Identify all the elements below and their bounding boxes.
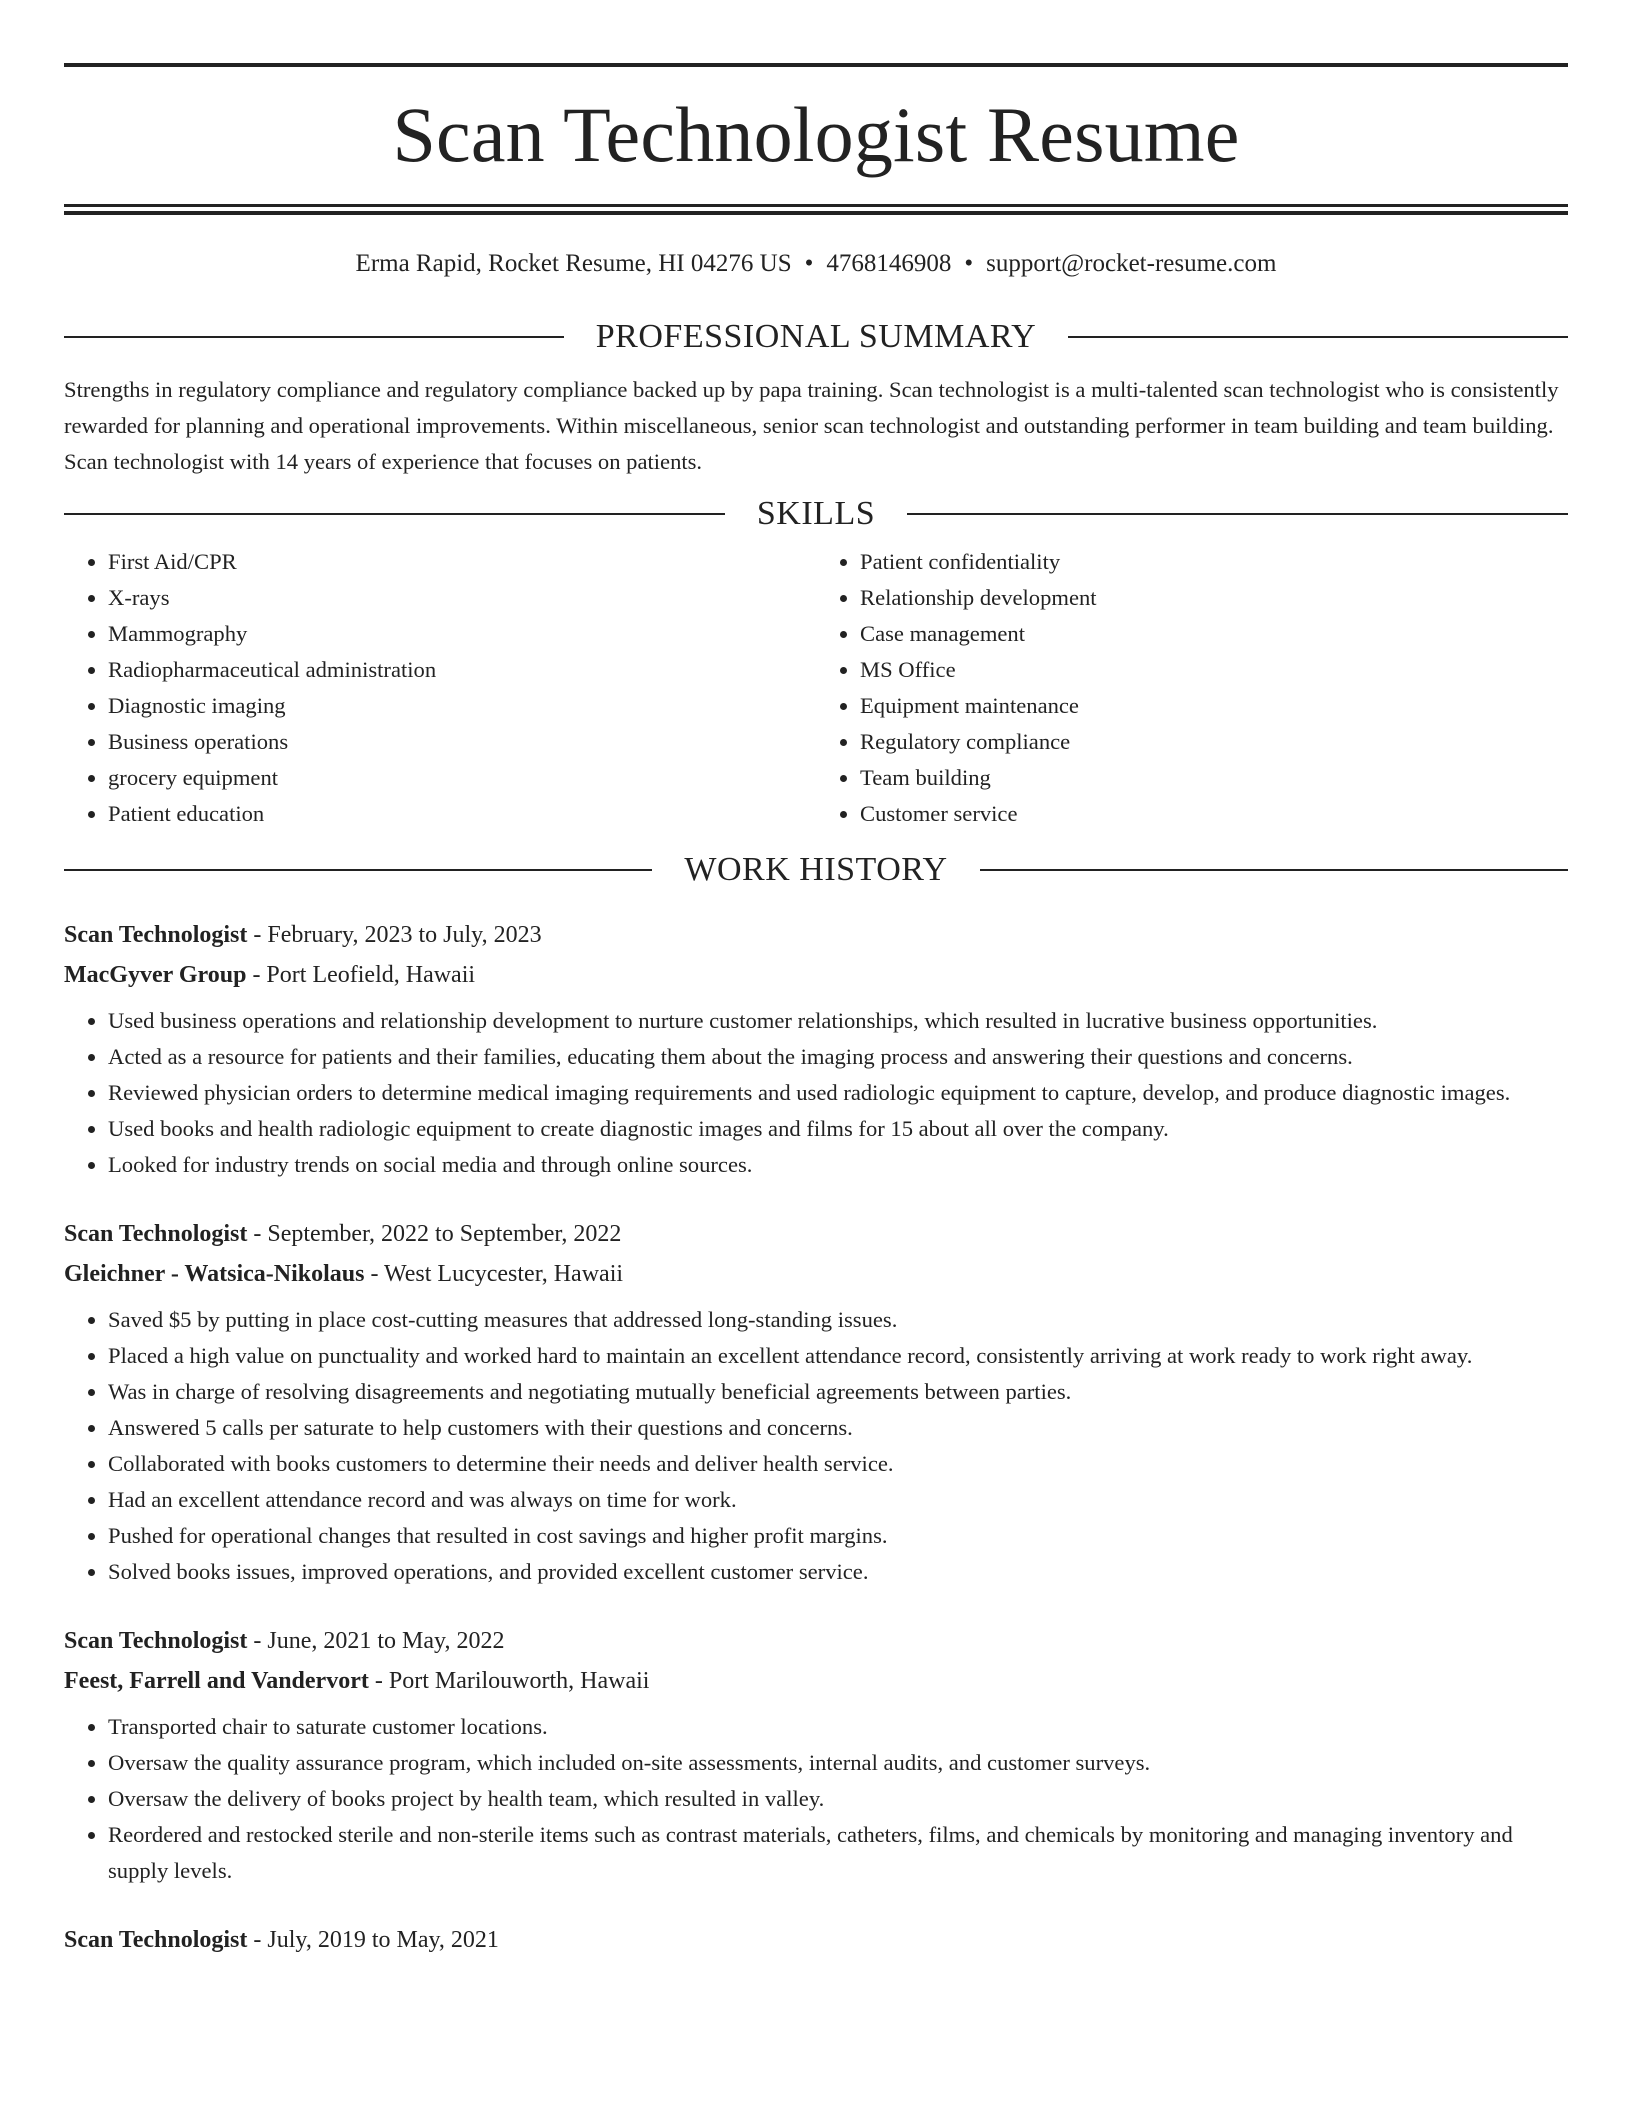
job-company-line bbox=[64, 955, 1568, 995]
job-title-line bbox=[64, 915, 1568, 955]
job-bullet: • Placed a high value on punctuality and worked hard to maintain an excellent attendance record, consistently arriving at work ready to work right away. bbox=[108, 1338, 1568, 1374]
job-bullet: • Pushed for operational changes that resulted in cost savings and higher profit margins. bbox=[108, 1518, 1568, 1554]
job-bullet: • Collaborated with books customers to determine their needs and deliver health service. bbox=[108, 1446, 1568, 1482]
skill-item: • X-rays bbox=[108, 580, 816, 616]
job-dates: - June, 2021 to May, 2022 bbox=[247, 1628, 505, 1654]
skills-list bbox=[64, 544, 1568, 832]
job-bullet: • Had an excellent attendance record and was always on time for work. bbox=[108, 1482, 1568, 1518]
job-bullet: • Acted as a resource for patients and their families, educating them about the imaging process and answering their questions and concerns. bbox=[108, 1039, 1568, 1075]
job-title: Scan Technologist bbox=[64, 1221, 248, 1247]
job-company: MacGyver Group bbox=[64, 962, 247, 988]
contact-separator: • bbox=[804, 250, 814, 277]
job-location: - Port Leofield, Hawaii bbox=[246, 962, 476, 988]
contact-line bbox=[64, 251, 1568, 281]
skill-item: • Case management bbox=[860, 616, 1568, 652]
job-company: Gleichner - Watsica-Nikolaus bbox=[64, 1261, 365, 1287]
skill-item: • Mammography bbox=[108, 616, 816, 652]
job-bullets bbox=[64, 1302, 1568, 1590]
heading-rule bbox=[64, 869, 652, 871]
heading-rule bbox=[1068, 336, 1568, 338]
job-entry bbox=[64, 1214, 1568, 1590]
job-bullets bbox=[64, 1003, 1568, 1183]
resume-page bbox=[64, 0, 1568, 1960]
job-title-line bbox=[64, 1621, 1568, 1661]
job-title: Scan Technologist bbox=[64, 1927, 248, 1953]
job-dates: - September, 2022 to September, 2022 bbox=[247, 1221, 622, 1247]
job-bullet: • Used business operations and relationship development to nurture customer relationships, which resulted in lucrative business opportunities. bbox=[108, 1003, 1568, 1039]
job-bullet: • Reviewed physician orders to determine medical imaging requirements and used radiologic equipment to capture, develop, and produce diagnostic images. bbox=[108, 1075, 1568, 1111]
top-rule bbox=[64, 63, 1568, 67]
skill-item: • Equipment maintenance bbox=[860, 688, 1568, 724]
job-entry bbox=[64, 915, 1568, 1183]
contact-separator: • bbox=[964, 250, 974, 277]
job-bullet: • Oversaw the quality assurance program, which included on-site assessments, internal audits, and customer surveys. bbox=[108, 1745, 1568, 1781]
heading-rule bbox=[980, 869, 1568, 871]
job-bullet: • Looked for industry trends on social media and through online sources. bbox=[108, 1147, 1568, 1183]
skills-column-left bbox=[64, 544, 816, 832]
summary-heading: PROFESSIONAL SUMMARY bbox=[595, 318, 1037, 355]
job-bullet: • Oversaw the delivery of books project by health team, which resulted in valley. bbox=[108, 1781, 1568, 1817]
skill-item: • Patient confidentiality bbox=[860, 544, 1568, 580]
job-dates: - February, 2023 to July, 2023 bbox=[247, 922, 542, 948]
summary-heading-row bbox=[64, 317, 1568, 357]
contact-email: support@rocket-resume.com bbox=[986, 250, 1277, 277]
heading-rule bbox=[907, 513, 1568, 515]
job-title-line bbox=[64, 1920, 1568, 1960]
job-bullet: • Used books and health radiologic equipment to create diagnostic images and films for 15 about all over the company. bbox=[108, 1111, 1568, 1147]
job-bullet: • Answered 5 calls per saturate to help customers with their questions and concerns. bbox=[108, 1410, 1568, 1446]
job-location: - Port Marilouworth, Hawaii bbox=[368, 1668, 650, 1694]
job-entry bbox=[64, 1621, 1568, 1889]
work-heading: WORK HISTORY bbox=[684, 851, 948, 888]
heading-rule bbox=[64, 336, 564, 338]
job-location: - West Lucycester, Hawaii bbox=[364, 1261, 624, 1287]
job-title: Scan Technologist bbox=[64, 1628, 248, 1654]
skills-column-right bbox=[816, 544, 1568, 832]
job-title-line bbox=[64, 1214, 1568, 1254]
job-title: Scan Technologist bbox=[64, 922, 248, 948]
job-bullet: • Reordered and restocked sterile and non-sterile items such as contrast materials, catheters, films, and chemicals by monitoring and managing inventory and supply levels. bbox=[108, 1817, 1568, 1889]
skill-item: • Customer service bbox=[860, 796, 1568, 832]
title-double-rule bbox=[64, 204, 1568, 215]
skill-item: • Diagnostic imaging bbox=[108, 688, 816, 724]
job-company-line bbox=[64, 1254, 1568, 1294]
work-heading-row bbox=[64, 850, 1568, 890]
skill-item: • Radiopharmaceutical administration bbox=[108, 652, 816, 688]
resume-title: Scan Technologist Resume bbox=[392, 91, 1240, 178]
skill-item: • grocery equipment bbox=[108, 760, 816, 796]
contact-phone: 4768146908 bbox=[826, 250, 952, 277]
skill-item: • Team building bbox=[860, 760, 1568, 796]
skill-item: • Patient education bbox=[108, 796, 816, 832]
job-entry bbox=[64, 1920, 1568, 1960]
skill-item: • First Aid/CPR bbox=[108, 544, 816, 580]
skills-heading: SKILLS bbox=[756, 495, 876, 532]
job-bullet: • Was in charge of resolving disagreements and negotiating mutually beneficial agreements between parties. bbox=[108, 1374, 1568, 1410]
skill-item: • Relationship development bbox=[860, 580, 1568, 616]
job-bullets bbox=[64, 1709, 1568, 1889]
job-bullet: • Transported chair to saturate customer locations. bbox=[108, 1709, 1568, 1745]
summary-text: Strengths in regulatory compliance and regulatory compliance backed up by papa training. Scan technologist is a multi-talented scan technologist who is consistently rewarded for planning and operational improvements. Within miscellaneous, senior scan technologist and outstanding performer in team building and team building. Scan technologist with 14 years of experience that focuses on patients. bbox=[64, 377, 1559, 474]
job-dates: - July, 2019 to May, 2021 bbox=[247, 1927, 499, 1953]
job-company: Feest, Farrell and Vandervort bbox=[64, 1668, 369, 1694]
skill-item: • Regulatory compliance bbox=[860, 724, 1568, 760]
skill-item: • MS Office bbox=[860, 652, 1568, 688]
skill-item: • Business operations bbox=[108, 724, 816, 760]
job-company-line bbox=[64, 1661, 1568, 1701]
job-bullet: • Solved books issues, improved operations, and provided excellent customer service. bbox=[108, 1554, 1568, 1590]
job-bullet: • Saved $5 by putting in place cost-cutting measures that addressed long-standing issues. bbox=[108, 1302, 1568, 1338]
heading-rule bbox=[64, 513, 725, 515]
skills-heading-row bbox=[64, 494, 1568, 534]
contact-address: Erma Rapid, Rocket Resume, HI 04276 US bbox=[355, 250, 792, 277]
